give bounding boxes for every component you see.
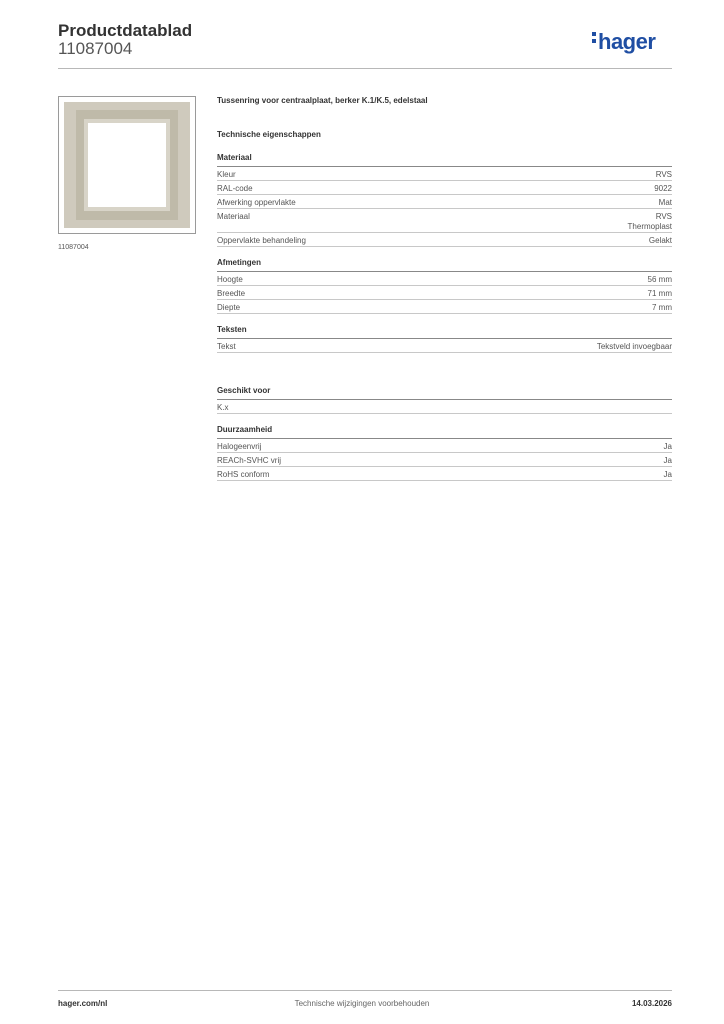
spec-label: RAL-code [217,184,253,193]
spec-value: RVS Thermoplast [627,212,672,231]
group-title: Duurzaamheid [217,425,672,439]
spec-label: Afwerking oppervlakte [217,198,296,207]
spec-label: K.x [217,403,229,412]
hager-logo [592,29,655,55]
intermediate-ring-illustration [64,102,190,228]
spec-label: Kleur [217,170,236,179]
spec-row [217,195,672,209]
group-title: Geschikt voor [217,386,672,400]
product-code: 11087004 [58,39,133,58]
spec-value: 7 mm [652,303,672,312]
spec-rows [217,439,672,481]
spec-value: Mat [658,198,672,207]
spec-label: Tekst [217,342,236,351]
spec-row [217,339,672,353]
footer-disclaimer: Technische wijzigingen voorbehouden [294,999,430,1008]
ring-opening [84,119,170,211]
spec-row [217,300,672,314]
spec-label: Oppervlakte behandeling [217,236,306,245]
spec-row [217,181,672,195]
group-afmetingen [217,258,672,314]
spec-content [217,96,672,481]
spec-row [217,453,672,467]
logo-text: hager [598,29,656,54]
spec-value: Gelakt [648,236,672,245]
spec-value: RVS [655,170,672,179]
spec-rows [217,400,672,414]
spec-label: Diepte [217,303,241,312]
spec-row [217,233,672,247]
group-title: Materiaal [217,153,672,167]
spec-row [217,167,672,181]
group-teksten [217,325,672,353]
product-title: Tussenring voor centraalplaat, berker K.1/K.5, edelstaal [217,96,428,105]
group-title: Afmetingen [217,258,672,272]
spec-row [217,286,672,300]
group-materiaal [217,153,672,247]
spec-row [217,439,672,453]
spec-value: 56 mm [647,275,672,284]
group-duurzaamheid [217,425,672,481]
spec-rows [217,167,672,247]
header-divider [58,68,672,69]
group-geschikt-voor [217,386,672,414]
spec-label: Hoogte [217,275,243,284]
spec-label: REACh-SVHC vrij [217,456,282,465]
footer-divider [58,990,672,991]
group-title: Teksten [217,325,672,339]
spec-label: Materiaal [217,212,250,221]
footer-date: 14.03.2026 [631,999,672,1008]
spec-value: 9022 [654,184,672,193]
spec-row [217,272,672,286]
spec-value: 71 mm [647,289,672,298]
spec-label: Breedte [217,289,246,298]
footer-website-link[interactable]: hager.com/nl [58,999,108,1008]
spec-label: RoHS conform [217,470,270,479]
spec-label: Halogeenvrij [217,442,262,451]
spec-value: Ja [663,442,672,451]
logo-dots-icon [592,32,596,46]
spec-row [217,209,672,233]
spec-value: Ja [663,470,672,479]
spec-rows [217,339,672,353]
header-title: Productdatablad [58,21,193,40]
product-image [58,96,196,234]
section-title: Technische eigenschappen [217,130,321,139]
image-caption: 11087004 [58,244,89,251]
spec-row [217,400,672,414]
spec-row [217,467,672,481]
spec-rows [217,272,672,314]
spec-value: Tekstveld invoegbaar [596,342,672,351]
section-spacer [217,353,672,375]
spec-value: Ja [663,456,672,465]
